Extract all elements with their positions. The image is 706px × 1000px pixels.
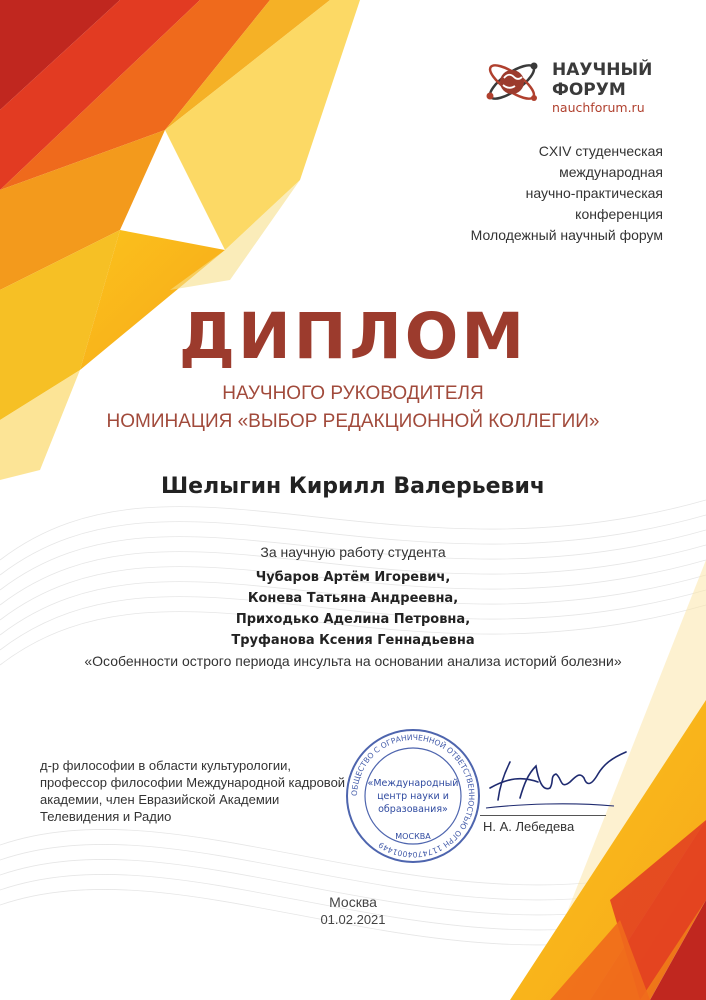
conference-line: международная [559, 164, 663, 180]
student-name: Приходько Аделина Петровна, [235, 612, 471, 627]
logo [482, 52, 672, 116]
conference-line: Молодежный научный форум [470, 227, 663, 243]
diploma-nomination: НОМИНАЦИЯ «ВЫБОР РЕДАКЦИОННОЙ КОЛЛЕГИИ» [106, 411, 600, 432]
conference-line: конференция [575, 206, 663, 222]
diploma-subtitle: НАУЧНОГО РУКОВОДИТЕЛЯ [222, 383, 484, 404]
logo-url[interactable]: nauchforum.ru [552, 100, 645, 115]
logo-title: НАУЧНЫЙ ФОРУМ [552, 60, 653, 100]
organization-stamp [344, 727, 482, 865]
recipient-name: Шелыгин Кирилл Валерьевич [161, 474, 545, 499]
student-name: Чубаров Артём Игоревич, [255, 570, 451, 585]
handwritten-signature [480, 748, 630, 824]
stamp-center-line: центр науки и [377, 791, 449, 802]
stamp-ring-text: ОБЩЕСТВО С ОГРАНИЧЕННОЙ ОТВЕТСТВЕННОСТЬЮ ОГРН 1174704001449 [349, 732, 477, 860]
atom-globe-icon [482, 52, 542, 112]
stamp-center-line: образования» [378, 804, 448, 815]
signer-name: Н. А. Лебедева [483, 819, 575, 834]
signer-title: д-р философии в области культурологии, профессор философии Международной кадровой академии, член Евразийской Академии Телевидения и Радио [40, 758, 346, 824]
issue-date: 01.02.2021 [320, 912, 386, 927]
conference-line: CXIV студенческая [538, 143, 663, 159]
stamp-city: МОСКВА [395, 832, 431, 841]
conference-line: научно-практическая [525, 185, 663, 201]
signature-line [480, 815, 606, 816]
work-intro: За научную работу студента [260, 544, 446, 560]
issue-city: Москва [329, 894, 377, 910]
diploma-title: ДИПЛОМ [178, 300, 528, 373]
student-list [0, 567, 706, 651]
student-name: Труфанова Ксения Геннадьевна [231, 633, 475, 648]
work-topic: «Особенности острого периода инсульта на основании анализа историй болезни» [84, 653, 622, 669]
student-name: Конева Татьяна Андреевна, [247, 591, 459, 606]
stamp-center-line: «Международный [367, 778, 459, 789]
conference-info [363, 141, 663, 246]
